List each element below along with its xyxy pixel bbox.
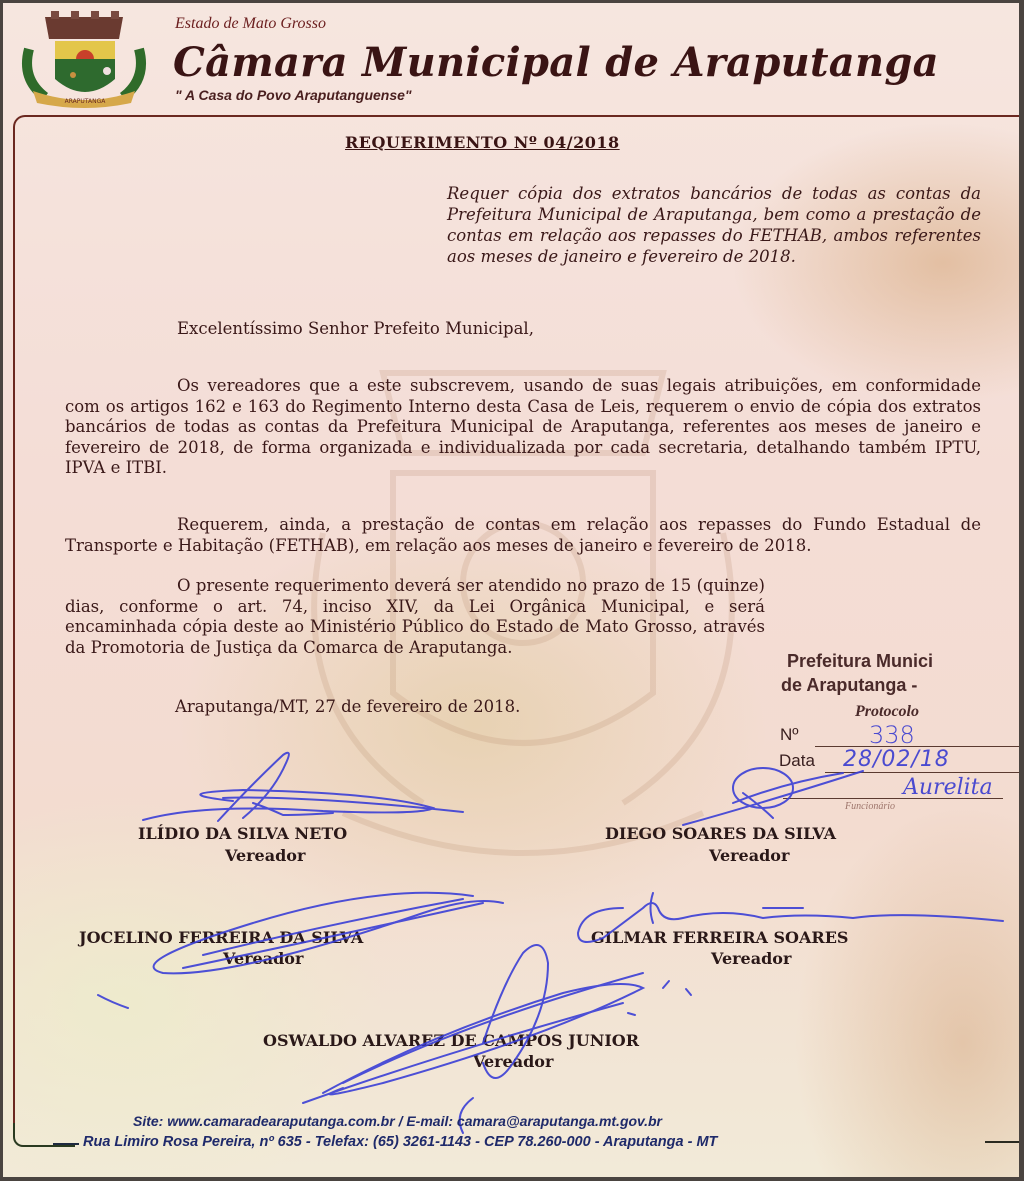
- frame-bottom-left-dash: [53, 1143, 79, 1145]
- frame-corner: [13, 115, 35, 137]
- header-institution: Câmara Municipal de Araputanga: [173, 39, 939, 86]
- footer-address: Rua Limiro Rosa Pereira, nº 635 - Telefax: (65) 3261-1143 - CEP 78.260-000 - Araputanga - MT: [83, 1134, 718, 1150]
- document-title: REQUERIMENTO Nº 04/2018: [345, 133, 620, 152]
- stamp-date-label: Data: [779, 751, 815, 770]
- signatory-role-4: Vereador: [711, 949, 792, 968]
- stamp-date-line: [825, 772, 1019, 773]
- stamp-line-1: Prefeitura Munici: [787, 651, 934, 671]
- stamp-line-2: de Araputanga -: [781, 675, 918, 695]
- paragraph-2: Requerem, ainda, a prestação de contas em relação aos repasses do Fundo Estadual de Transporte e Habitação (FETHAB), em relação aos meses de janeiro e fevereiro de 2018.: [65, 515, 981, 555]
- coat-of-arms-icon: [15, 9, 153, 109]
- signatory-name-2: DIEGO SOARES DA SILVA: [605, 824, 837, 843]
- document-summary: Requer cópia dos extratos bancários de todas as contas da Prefeitura Municipal de Araputanga, bem como a prestação de contas em relação aos repasses do FETHAB, ambos referentes aos meses de janeiro e fevereiro de 2018.: [447, 184, 981, 266]
- signatory-name-3: JOCELINO FERREIRA DA SILVA: [79, 928, 364, 947]
- stamp-receiver-role: Funcionário: [845, 801, 895, 812]
- signatory-role-3: Vereador: [223, 949, 304, 968]
- header-state: Estado de Mato Grosso: [175, 15, 326, 32]
- stamp-protocol-label: Protocolo: [855, 703, 919, 720]
- stamp-number-label: Nº: [780, 725, 799, 744]
- document-page: [3, 3, 1019, 1177]
- paragraph-3: O presente requerimento deverá ser atendido no prazo de 15 (quinze) dias, conforme o art. 74, inciso XIV, da Lei Orgânica Municipal, e será encaminhada cópia deste ao Ministério Público do Estado de Mato Grosso, através da Promotoria de Justiça da Comarca de Araputanga.: [65, 576, 765, 657]
- stamp-number-value: 338: [869, 721, 915, 749]
- signatory-role-2: Vereador: [709, 846, 790, 865]
- frame-bottom-right-dash: [985, 1141, 1019, 1143]
- signatory-role-1: Vereador: [225, 846, 306, 865]
- frame-top-border: [25, 115, 1019, 117]
- salutation: Excelentíssimo Senhor Prefeito Municipal,: [177, 319, 534, 338]
- signatory-name-5: OSWALDO ALVAREZ DE CAMPOS JUNIOR: [263, 1031, 640, 1050]
- signatory-role-5: Vereador: [473, 1052, 554, 1071]
- stamp-date-value: 28/02/18: [843, 747, 950, 772]
- paragraph-1: Os vereadores que a este subscrevem, usando de suas legais atribuições, em conformidade com os artigos 162 e 163 do Regimento Interno desta Casa de Leis, requerem o envio de cópia dos extratos bancários de todas as contas da Prefeitura Municipal de Araputanga, referentes aos meses de janeiro e fevereiro de 2018, de forma organizada e individualizada por cada secretaria, detalhando também IPTU, IPVA e ITBI.: [65, 376, 981, 477]
- stamp-receiver-signature: Aurelita: [903, 775, 993, 800]
- signatory-name-1: ILÍDIO DA SILVA NETO: [138, 824, 348, 843]
- crest-label: ARAPUTANGA: [64, 98, 106, 105]
- header-motto: " A Casa do Povo Araputanguense": [175, 87, 412, 103]
- footer-contact: Site: www.camaradearaputanga.com.br / E-mail: camara@araputanga.mt.gov.br: [133, 1113, 662, 1129]
- frame-left-border: [13, 127, 15, 1133]
- place-date: Araputanga/MT, 27 de fevereiro de 2018.: [175, 697, 521, 716]
- signatory-name-4: GILMAR FERREIRA SOARES: [591, 928, 849, 947]
